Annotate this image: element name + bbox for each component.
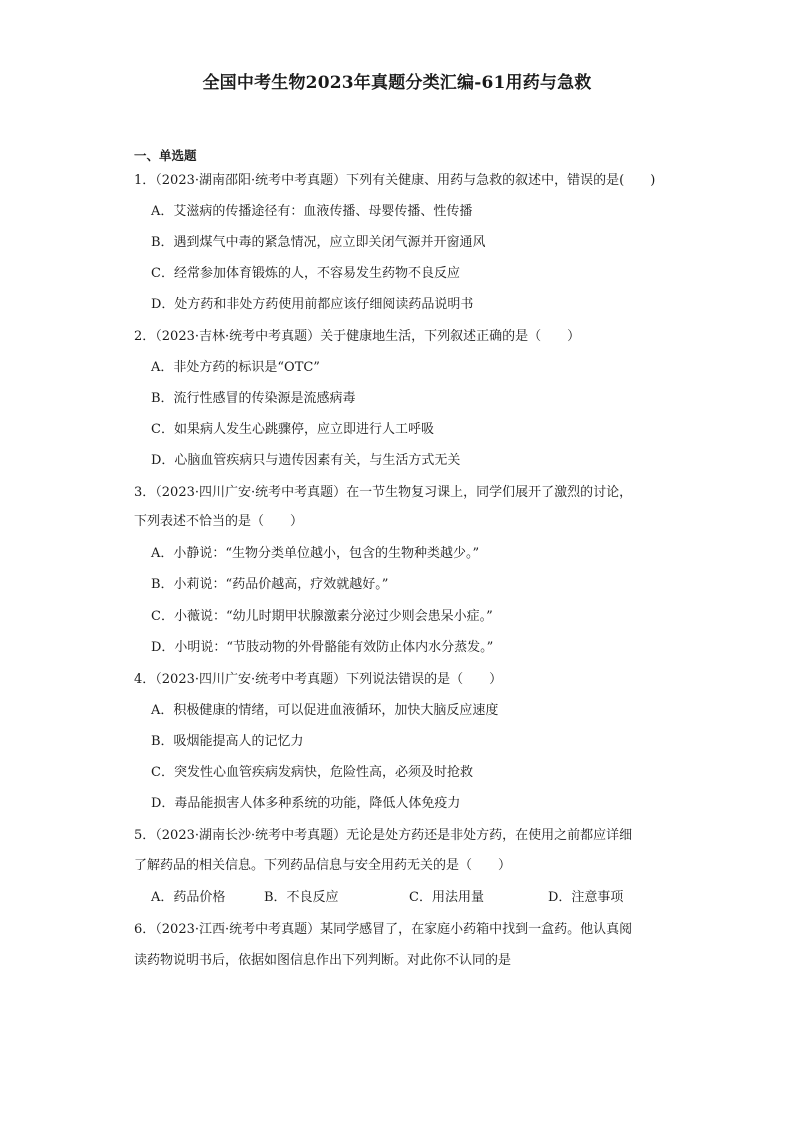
question-4-option-a: A．积极健康的情绪，可以促进血液循环，加快大脑反应速度 xyxy=(151,703,499,718)
question-5-stem-line-1: 5．（2023·湖南长沙·统考中考真题）无论是处方药还是非处方药，在使用之前都应详细 xyxy=(134,828,633,843)
question-5-option-b: B．不良反应 xyxy=(264,890,339,905)
question-3-option-a: A．小静说：“生物分类单位越小，包含的生物种类越少。” xyxy=(151,546,480,561)
question-3-option-c: C．小薇说：“幼儿时期甲状腺激素分泌过少则会患呆小症。” xyxy=(151,609,493,624)
question-3-option-d: D．小明说：“节肢动物的外骨骼能有效防止体内水分蒸发。” xyxy=(151,640,494,655)
question-1-option-a: A．艾滋病的传播途径有：血液传播、母婴传播、性传播 xyxy=(151,204,473,219)
question-4-stem: 4．（2023·四川广安·统考中考真题）下列说法错误的是（ ） xyxy=(134,672,503,687)
question-5-stem-line-2: 了解药品的相关信息。下列药品信息与安全用药无关的是（ ） xyxy=(134,858,512,873)
question-1-stem: 1．（2023·湖南邵阳·统考中考真题）下列有关健康、用药与急救的叙述中，错误的是( ) xyxy=(134,173,656,188)
page-title: 全国中考生物2023年真题分类汇编-61用药与急救 xyxy=(202,73,592,93)
question-2-stem: 2．（2023·吉林·统考中考真题）关于健康地生活，下列叙述正确的是（ ） xyxy=(134,329,581,344)
question-4-option-d: D．毒品能损害人体多种系统的功能，降低人体免疫力 xyxy=(151,796,461,811)
question-1-option-b: B．遇到煤气中毒的紧急情况，应立即关闭气源并开窗通风 xyxy=(151,235,486,250)
question-3-option-b: B．小莉说：“药品价越高，疗效就越好。” xyxy=(151,577,389,592)
question-2-option-a: A．非处方药的标识是“OTC” xyxy=(151,360,320,375)
section-heading: 一、单选题 xyxy=(134,148,197,163)
question-5-options-row xyxy=(151,890,671,906)
question-2-option-c: C．如果病人发生心跳骤停，应立即进行人工呼吸 xyxy=(151,422,434,437)
question-1-option-d: D．处方药和非处方药使用前都应该仔细阅读药品说明书 xyxy=(151,297,474,312)
question-5-option-d: D．注意事项 xyxy=(548,890,624,905)
question-6-stem-line-2: 读药物说明书后，依据如图信息作出下列判断。对此你不认同的是 xyxy=(134,953,512,968)
question-4-option-b: B．吸烟能提高人的记忆力 xyxy=(151,734,304,749)
question-3-stem-line-2: 下列表述不恰当的是（ ） xyxy=(134,514,304,529)
question-4-option-c: C．突发性心血管疾病发病快，危险性高，必须及时抢救 xyxy=(151,765,473,780)
question-2-option-b: B．流行性感冒的传染源是流感病毒 xyxy=(151,391,356,406)
question-2-option-d: D．心脑血管疾病只与遗传因素有关，与生活方式无关 xyxy=(151,453,461,468)
question-5-option-a: A．药品价格 xyxy=(151,890,226,905)
question-1-option-c: C．经常参加体育锻炼的人，不容易发生药物不良反应 xyxy=(151,266,460,281)
question-5-option-c: C．用法用量 xyxy=(409,890,484,905)
question-3-stem-line-1: 3．（2023·四川广安·统考中考真题）在一节生物复习课上，同学们展开了激烈的讨论， xyxy=(134,485,633,500)
question-6-stem-line-1: 6．（2023·江西·统考中考真题）某同学感冒了，在家庭小药箱中找到一盒药。他认真阅 xyxy=(134,922,633,937)
